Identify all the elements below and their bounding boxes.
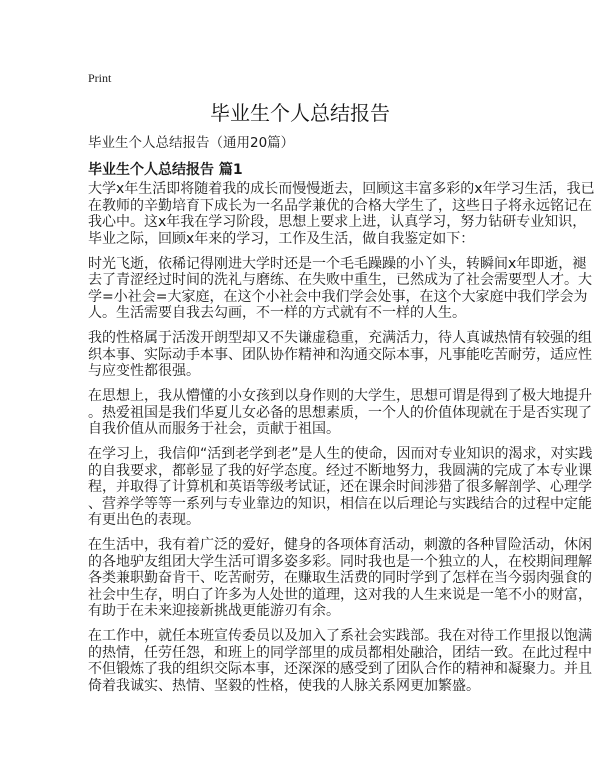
paragraph-line: 毕业之际，回顾x年来的学习，工作及生活，做自我鉴定如下： — [88, 230, 475, 247]
paragraph-line: 有助于在未来迎接新挑战更能游刃有余。 — [88, 603, 340, 619]
paragraph-line: 时光飞逝，依稀记得刚进大学时还是一个毛毛躁躁的小丫头，转瞬间x年即逝，褪 — [88, 255, 587, 272]
paragraph-line: 在工作中，就任本班宣传委员以及加入了系社会实践部。我在对待工作里报以饱满 — [88, 628, 592, 644]
paragraph-line: 我心中。这x年我在学习阶段，思想上要求上进，认真学习，努力钻研专业知识， — [88, 214, 587, 230]
paragraph-line: 不但锻炼了我的组织交际本事，还深深的感受到了团队合作的精神和凝聚力。并且 — [88, 661, 592, 677]
section-heading: 毕业生个人总结报告 篇1 — [88, 162, 243, 178]
print-link[interactable]: Print — [88, 71, 112, 85]
paragraph-line: 的热情，任劳任怨，和班上的同学部里的成员都相处融洽，团结一致。在此过程中 — [88, 644, 592, 661]
paragraph-line: 。热爱祖国是我们华夏儿女必备的思想素质，一个人的价值体现就在于是否实现了 — [88, 404, 592, 421]
paragraph-line: 大学x年生活即将随着我的成长而慢慢逝去，回顾这丰富多彩的x年学习生活，我已 — [88, 181, 595, 197]
paragraph-line: 与应变性都很强。 — [88, 363, 200, 379]
paragraph-line: 倚着我诚实、热情、坚毅的性格，使我的人脉关系网更加繁盛。 — [88, 677, 480, 694]
paragraph-line: 社会中生存，明白了许多为人处世的道理，这对我的人生来说是一笔不小的财富， — [88, 586, 592, 603]
paragraph — [88, 628, 592, 694]
document-body — [88, 181, 595, 703]
paragraph-line: 人。生活需要自我去勾画，不一样的方式就有不一样的人生。 — [88, 305, 466, 321]
paragraph-line: 我的性格属于活泼开朗型却又不失谦虚稳重，充满活力，待人真诚热情有较强的组 — [88, 330, 592, 346]
paragraph-line: 各类兼职勤奋肯干、吃苦耐劳，在赚取生活费的同时学到了怎样在当今弱肉强食的 — [88, 570, 592, 586]
paragraph — [88, 388, 592, 438]
page-title: 毕业生个人总结报告 — [210, 101, 390, 125]
paragraph-line: 有更出色的表现。 — [88, 512, 200, 528]
paragraph-line: 在教师的辛勤培育下成长为一名品学兼优的合格大学生了，这些日子将永远铭记在 — [88, 197, 592, 214]
paragraph-line: 织本事、实际动手本事、团队协作精神和沟通交际本事，凡事能吃苦耐劳，适应性 — [88, 346, 592, 363]
paragraph-line: 在思想上，我从懵懂的小女孩到以身作则的大学生，思想可谓是得到了极大地提升 — [88, 388, 592, 404]
paragraph-line: 去了青涩经过时间的洗礼与磨练、在失败中重生，已然成为了社会需要型人才。大 — [88, 272, 592, 288]
paragraph — [88, 446, 593, 529]
paragraph-line: 学=小社会=大家庭，在这个小社会中我们学会处事，在这个大家庭中我们学会为 — [88, 288, 588, 305]
paragraph-line: 在学习上，我信仰“活到老学到老”是人生的使命，因而对专业知识的渴求，对实践 — [88, 446, 593, 462]
paragraph-line: 、营养学等等一系列与专业靠边的知识，相信在以后理论与实践结合的过程中定能 — [88, 495, 592, 512]
paragraph — [88, 255, 592, 322]
paragraph — [88, 537, 592, 620]
paragraph-line: 的各地驴友组团大学生活可谓多姿多彩。同时我也是一个独立的人，在校期间理解 — [88, 553, 592, 570]
paragraph-line: 在生活中，我有着广泛的爱好，健身的各项体育活动，刺激的各种冒险活动，休闲 — [88, 537, 592, 553]
paragraph-line: 自我价值从而服务于社会，贡献于祖国。 — [88, 421, 340, 437]
paragraph — [88, 330, 592, 380]
paragraph-line: 程，并取得了计算机和英语等级考试证，还在课余时间涉猎了很多解剖学、心理学 — [88, 479, 592, 495]
paragraph-line: 的自我要求，都彰显了我的好学态度。经过不断地努力，我圆满的完成了本专业课 — [88, 462, 592, 479]
paragraph — [88, 181, 595, 247]
document-subtitle: 毕业生个人总结报告（通用20篇） — [88, 135, 295, 151]
